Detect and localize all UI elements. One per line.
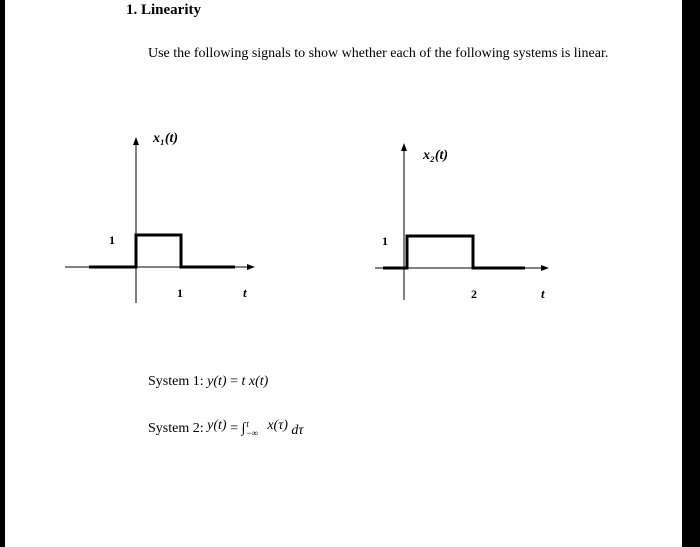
integral-limits — [246, 420, 258, 438]
x-axis-arrow — [541, 265, 549, 271]
integrand: x(τ) — [267, 418, 288, 434]
y-axis-label: x₂(t) — [423, 148, 449, 163]
differential: dτ — [291, 423, 304, 439]
t-axis-label: t — [541, 286, 545, 301]
system-2-lhs: y(t) — [207, 418, 227, 434]
integral-upper-limit: t — [246, 419, 249, 429]
system-2-equation — [148, 420, 303, 438]
system-1-label: System 1: — [148, 374, 204, 389]
end-time-label: 2 — [471, 287, 477, 301]
section-heading: 1. Linearity — [126, 2, 201, 18]
document-page — [5, 0, 682, 547]
system-2-label: System 2: — [148, 421, 204, 437]
y-axis-arrow — [133, 137, 139, 145]
integral-sign: ∫ — [241, 421, 246, 437]
y-axis-label: x₁(t) — [153, 131, 179, 146]
signal-plot-x1 — [5, 120, 275, 310]
system-2-equals: = — [230, 421, 238, 437]
x-axis-arrow — [247, 264, 255, 270]
t-axis-label: t — [243, 285, 247, 300]
system-1-equals: = — [230, 374, 238, 389]
system-1-rhs: t x(t) — [241, 374, 269, 389]
end-time-label: 1 — [177, 286, 183, 300]
y-axis-arrow — [401, 143, 407, 151]
system-1-equation — [148, 374, 268, 390]
intro-paragraph: Use the following signals to show whether each of the following systems is linear. — [148, 46, 609, 61]
signal-plot-x2 — [345, 130, 575, 310]
amplitude-label: 1 — [382, 234, 388, 248]
amplitude-label: 1 — [109, 233, 115, 247]
integral-lower-limit: −∞ — [246, 428, 258, 438]
system-1-lhs: y(t) — [207, 374, 227, 389]
